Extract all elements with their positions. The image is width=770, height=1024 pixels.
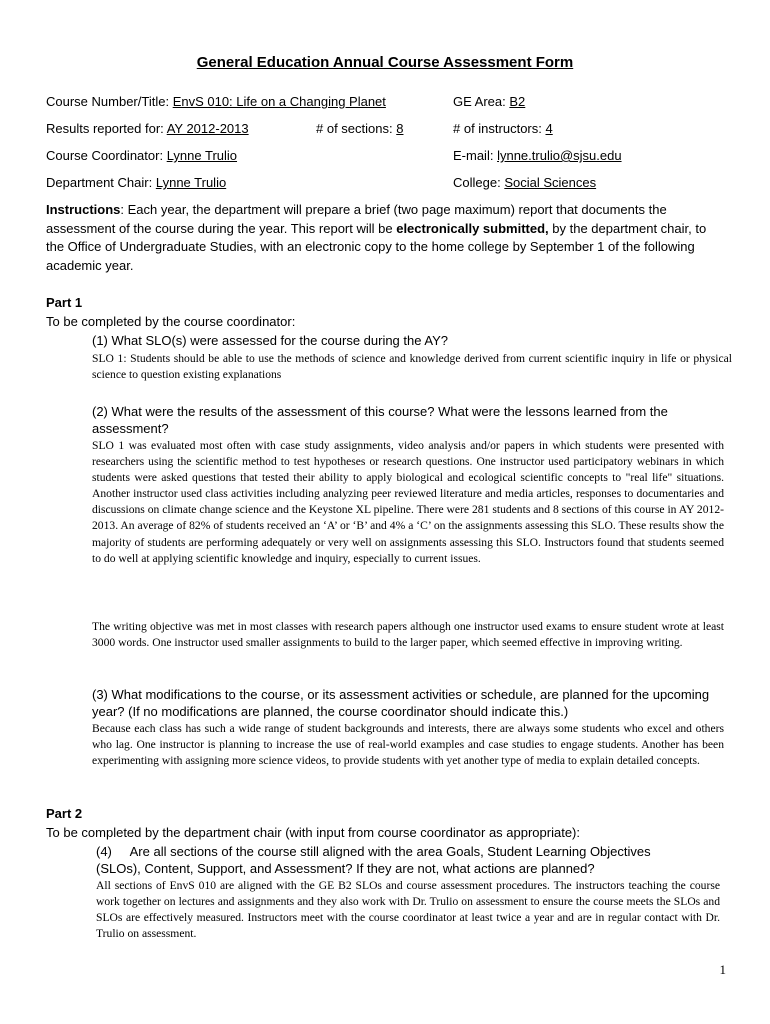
instructions-paragraph <box>46 201 726 275</box>
email-field <box>453 148 622 163</box>
part2-subheading: To be completed by the department chair (with input from course coordinator as appropriate): <box>46 825 580 840</box>
course-field <box>46 94 386 109</box>
course-label: Course Number/Title: <box>46 94 170 109</box>
instructions-bold: electronically submitted, <box>396 220 549 236</box>
answer-2-paragraph-2: The writing objective was met in most classes with research papers although one instructor used exams to ensure student wrote at least 3000 words. One instructor used smaller assignments to build to the larger paper, which seemed effective in improving writing. <box>92 620 724 650</box>
answer-3: Because each class has such a wide range of student backgrounds and interests, there are always some students who excel and others who lag. One instructor is planning to increase the use of real-world examples and case studies to engage students. Another has been experimenting with assigning more science videos, to provide students with yet another type of media to explain detailed concepts. <box>92 722 724 768</box>
college-value: Social Sciences <box>504 175 597 190</box>
part1-heading: Part 1 <box>46 295 83 310</box>
chair-label: Department Chair: <box>46 175 153 190</box>
email-value: lynne.trulio@sjsu.edu <box>497 148 622 163</box>
sections-label: # of sections: <box>316 121 393 136</box>
answer-2-paragraph-1: SLO 1 was evaluated most often with case study assignments, video analysis and/or papers in which students were presented with researchers using the scientific method to test hypotheses or research questions. One instructor used participatory webinars in which students were asked questions that tested their ability to apply biological and ecological scientific concepts to "real life" situations. Another instructor used class activities including analyzing peer reviewed literature and media articles, responses to documentaries and discussions on climate change science and the Keystone XL pipeline. There were 281 students and 8 sections of this course in AY 2012-2013. An average of 82% of students received an ‘A’ or ‘B’ and 4% a ‘C’ on the assignments assessing this SLO. These results show the majority of students are performing adequately or very well on assignments assessing this SLO. Instructors found that students seemed to do well at applying scientific knowledge and inquiry, especially to current issues. <box>92 439 724 565</box>
instructions-text-1: : Each year, the department will prepare a brief (two page maximum) report that documents the assessment of the course during the year. This report will be <box>46 202 667 236</box>
coordinator-label: Course Coordinator: <box>46 148 164 163</box>
ge-area-field <box>453 94 525 109</box>
chair-value: Lynne Trulio <box>155 175 227 190</box>
college-label: College: <box>453 175 501 190</box>
answer-4: All sections of EnvS 010 are aligned with the GE B2 SLOs and course assessment procedures. The instructors teaching the course work together on lectures and assignments and they also work with Dr. Trulio on assessment to ensure the course meets the SLOs and SLOs are effectively measured. Instructors meet with the course coordinator at least twice a year and are in regular contact with Dr. Trulio on assessment. <box>96 879 720 941</box>
results-label: Results reported for: <box>46 121 164 136</box>
college-field <box>453 175 596 190</box>
chair-field <box>46 175 226 190</box>
ge-area-label: GE Area: <box>453 94 506 109</box>
question-2: (2) What were the results of the assessment of this course? What were the lessons learned from the assessment? <box>92 404 668 436</box>
question-1: (1) What SLO(s) were assessed for the course during the AY? <box>92 333 448 348</box>
sections-value: 8 <box>396 121 404 136</box>
results-field <box>46 121 249 136</box>
form-title: General Education Annual Course Assessment Form <box>196 54 574 71</box>
question-4 <box>96 843 746 877</box>
question-4-line-2: (SLOs), Content, Support, and Assessment? If they are not, what actions are planned? <box>96 861 595 876</box>
ge-area-value: B2 <box>509 94 526 109</box>
course-value: EnvS 010: Life on a Changing Planet <box>172 94 386 109</box>
question-3: (3) What modifications to the course, or its assessment activities or schedule, are planned for the upcoming year? (If no modifications are planned, the course coordinator should indicate this.) <box>92 687 710 719</box>
coordinator-value: Lynne Trulio <box>166 148 238 163</box>
instructions-label: Instructions <box>46 202 121 217</box>
question-4-number: (4) <box>96 844 112 859</box>
email-label: E-mail: <box>453 148 494 163</box>
answer-1: SLO 1: Students should be able to use the methods of science and knowledge derived from current scientific inquiry in life or physical science to question existing explanations <box>92 352 732 382</box>
part2-heading: Part 2 <box>46 806 83 821</box>
part1-subheading: To be completed by the course coordinator: <box>46 314 296 329</box>
instructors-label: # of instructors: <box>453 121 542 136</box>
coordinator-field <box>46 148 237 163</box>
sections-field <box>316 121 403 136</box>
instructors-field <box>453 121 553 136</box>
instructors-value: 4 <box>545 121 553 136</box>
page-number: 1 <box>719 962 726 977</box>
results-value: AY 2012-2013 <box>166 121 249 136</box>
question-4-line-1: (4) Are all sections of the course still aligned with the area Goals, Student Learning Objectives <box>96 844 651 859</box>
instructions-text-2: by the department chair, to the Office of Undergraduate Studies, with an electronic copy to the home college by September 1 of the following academic year. <box>46 220 707 273</box>
